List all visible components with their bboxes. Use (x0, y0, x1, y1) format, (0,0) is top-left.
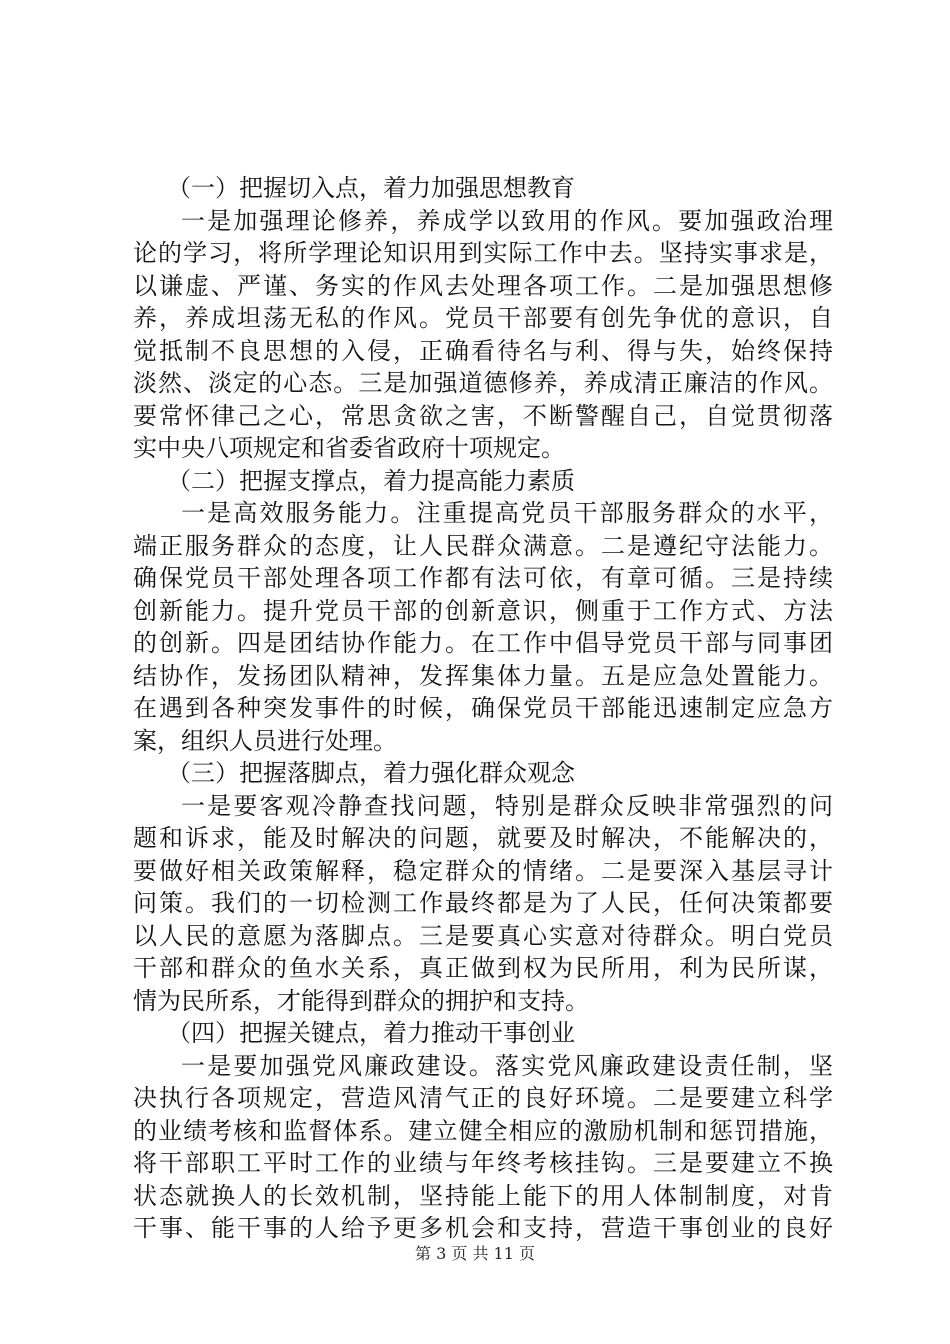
text-line: 的业绩考核和监督体系。建立健全相应的激励机制和惩罚措施， (133, 1116, 833, 1145)
text-line: 一是要客观冷静查找问题，特别是群众反映非常强烈的问 (181, 791, 833, 820)
text-line: 案，组织人员进行处理。 (133, 726, 397, 755)
text-line: 在遇到各种突发事件的时候，确保党员干部能迅速制定应急方 (133, 694, 833, 722)
text-line: 实中央八项规定和省委省政府十项规定。 (133, 434, 565, 462)
text-line: 觉抵制不良思想的入侵，正确看待名与利、得与失，始终保持 (133, 336, 833, 365)
text-line: 干事、能干事的人给予更多机会和支持，营造干事创业的良好 (133, 1214, 833, 1242)
page-footer: 第 3 页 共 11 页 (415, 1244, 535, 1263)
text-line: 题和诉求，能及时解决的问题，就要及时解决，不能解决的， (133, 824, 833, 852)
text-line: 以谦虚、严谨、务实的作风去处理各项工作。二是加强思想修 (133, 271, 833, 300)
text-line: 将干部职工平时工作的业绩与年终考核挂钩。三是要建立不换 (133, 1149, 833, 1177)
text-line: 端正服务群众的态度，让人民群众满意。二是遵纪守法能力。 (133, 531, 833, 560)
text-line: 一是加强理论修养，养成学以致用的作风。要加强政治理 (181, 206, 833, 235)
text-line: 状态就换人的长效机制，坚持能上能下的用人体制制度，对肯 (133, 1181, 833, 1210)
section-heading: （四）把握关键点，着力推动干事创业 (167, 1019, 575, 1047)
text-line: 论的学习，将所学理论知识用到实际工作中去。坚持实事求是， (133, 239, 833, 267)
section-heading: （一）把握切入点，着力加强思想教育 (167, 174, 575, 202)
text-line: 情为民所系，才能得到群众的拥护和支持。 (133, 986, 589, 1015)
text-line: 要做好相关政策解释，稳定群众的情绪。二是要深入基层寻计 (133, 856, 833, 885)
text-line: 淡然、淡定的心态。三是加强道德修养，养成清正廉洁的作风。 (133, 369, 833, 397)
text-line: 干部和群众的鱼水关系，真正做到权为民所用，利为民所谋， (133, 954, 833, 982)
text-line: 问策。我们的一切检测工作最终都是为了人民，任何决策都要 (133, 889, 833, 917)
text-line: 一是高效服务能力。注重提高党员干部服务群众的水平， (181, 499, 833, 527)
text-line: 以人民的意愿为落脚点。三是要真心实意对待群众。明白党员 (133, 921, 833, 950)
text-line: 确保党员干部处理各项工作都有法可依，有章可循。三是持续 (133, 564, 833, 592)
text-line: 一是要加强党风廉政建设。落实党风廉政建设责任制，坚 (181, 1051, 833, 1080)
text-line: 创新能力。提升党员干部的创新意识，侧重于工作方式、方法 (133, 596, 833, 625)
text-line: 要常怀律己之心，常思贪欲之害，不断警醒自己，自觉贯彻落 (133, 401, 833, 430)
section-heading: （二）把握支撑点，着力提高能力素质 (167, 466, 575, 495)
section-heading: （三）把握落脚点，着力强化群众观念 (167, 759, 575, 787)
text-line: 的创新。四是团结协作能力。在工作中倡导党员干部与同事团 (133, 629, 833, 657)
text-line: 结协作，发扬团队精神，发挥集体力量。五是应急处置能力。 (133, 661, 833, 690)
document-body (133, 172, 833, 1245)
text-line: 养，养成坦荡无私的作风。党员干部要有创先争优的意识，自 (133, 304, 833, 332)
text-line: 决执行各项规定，营造风清气正的良好环境。二是要建立科学 (133, 1084, 833, 1112)
